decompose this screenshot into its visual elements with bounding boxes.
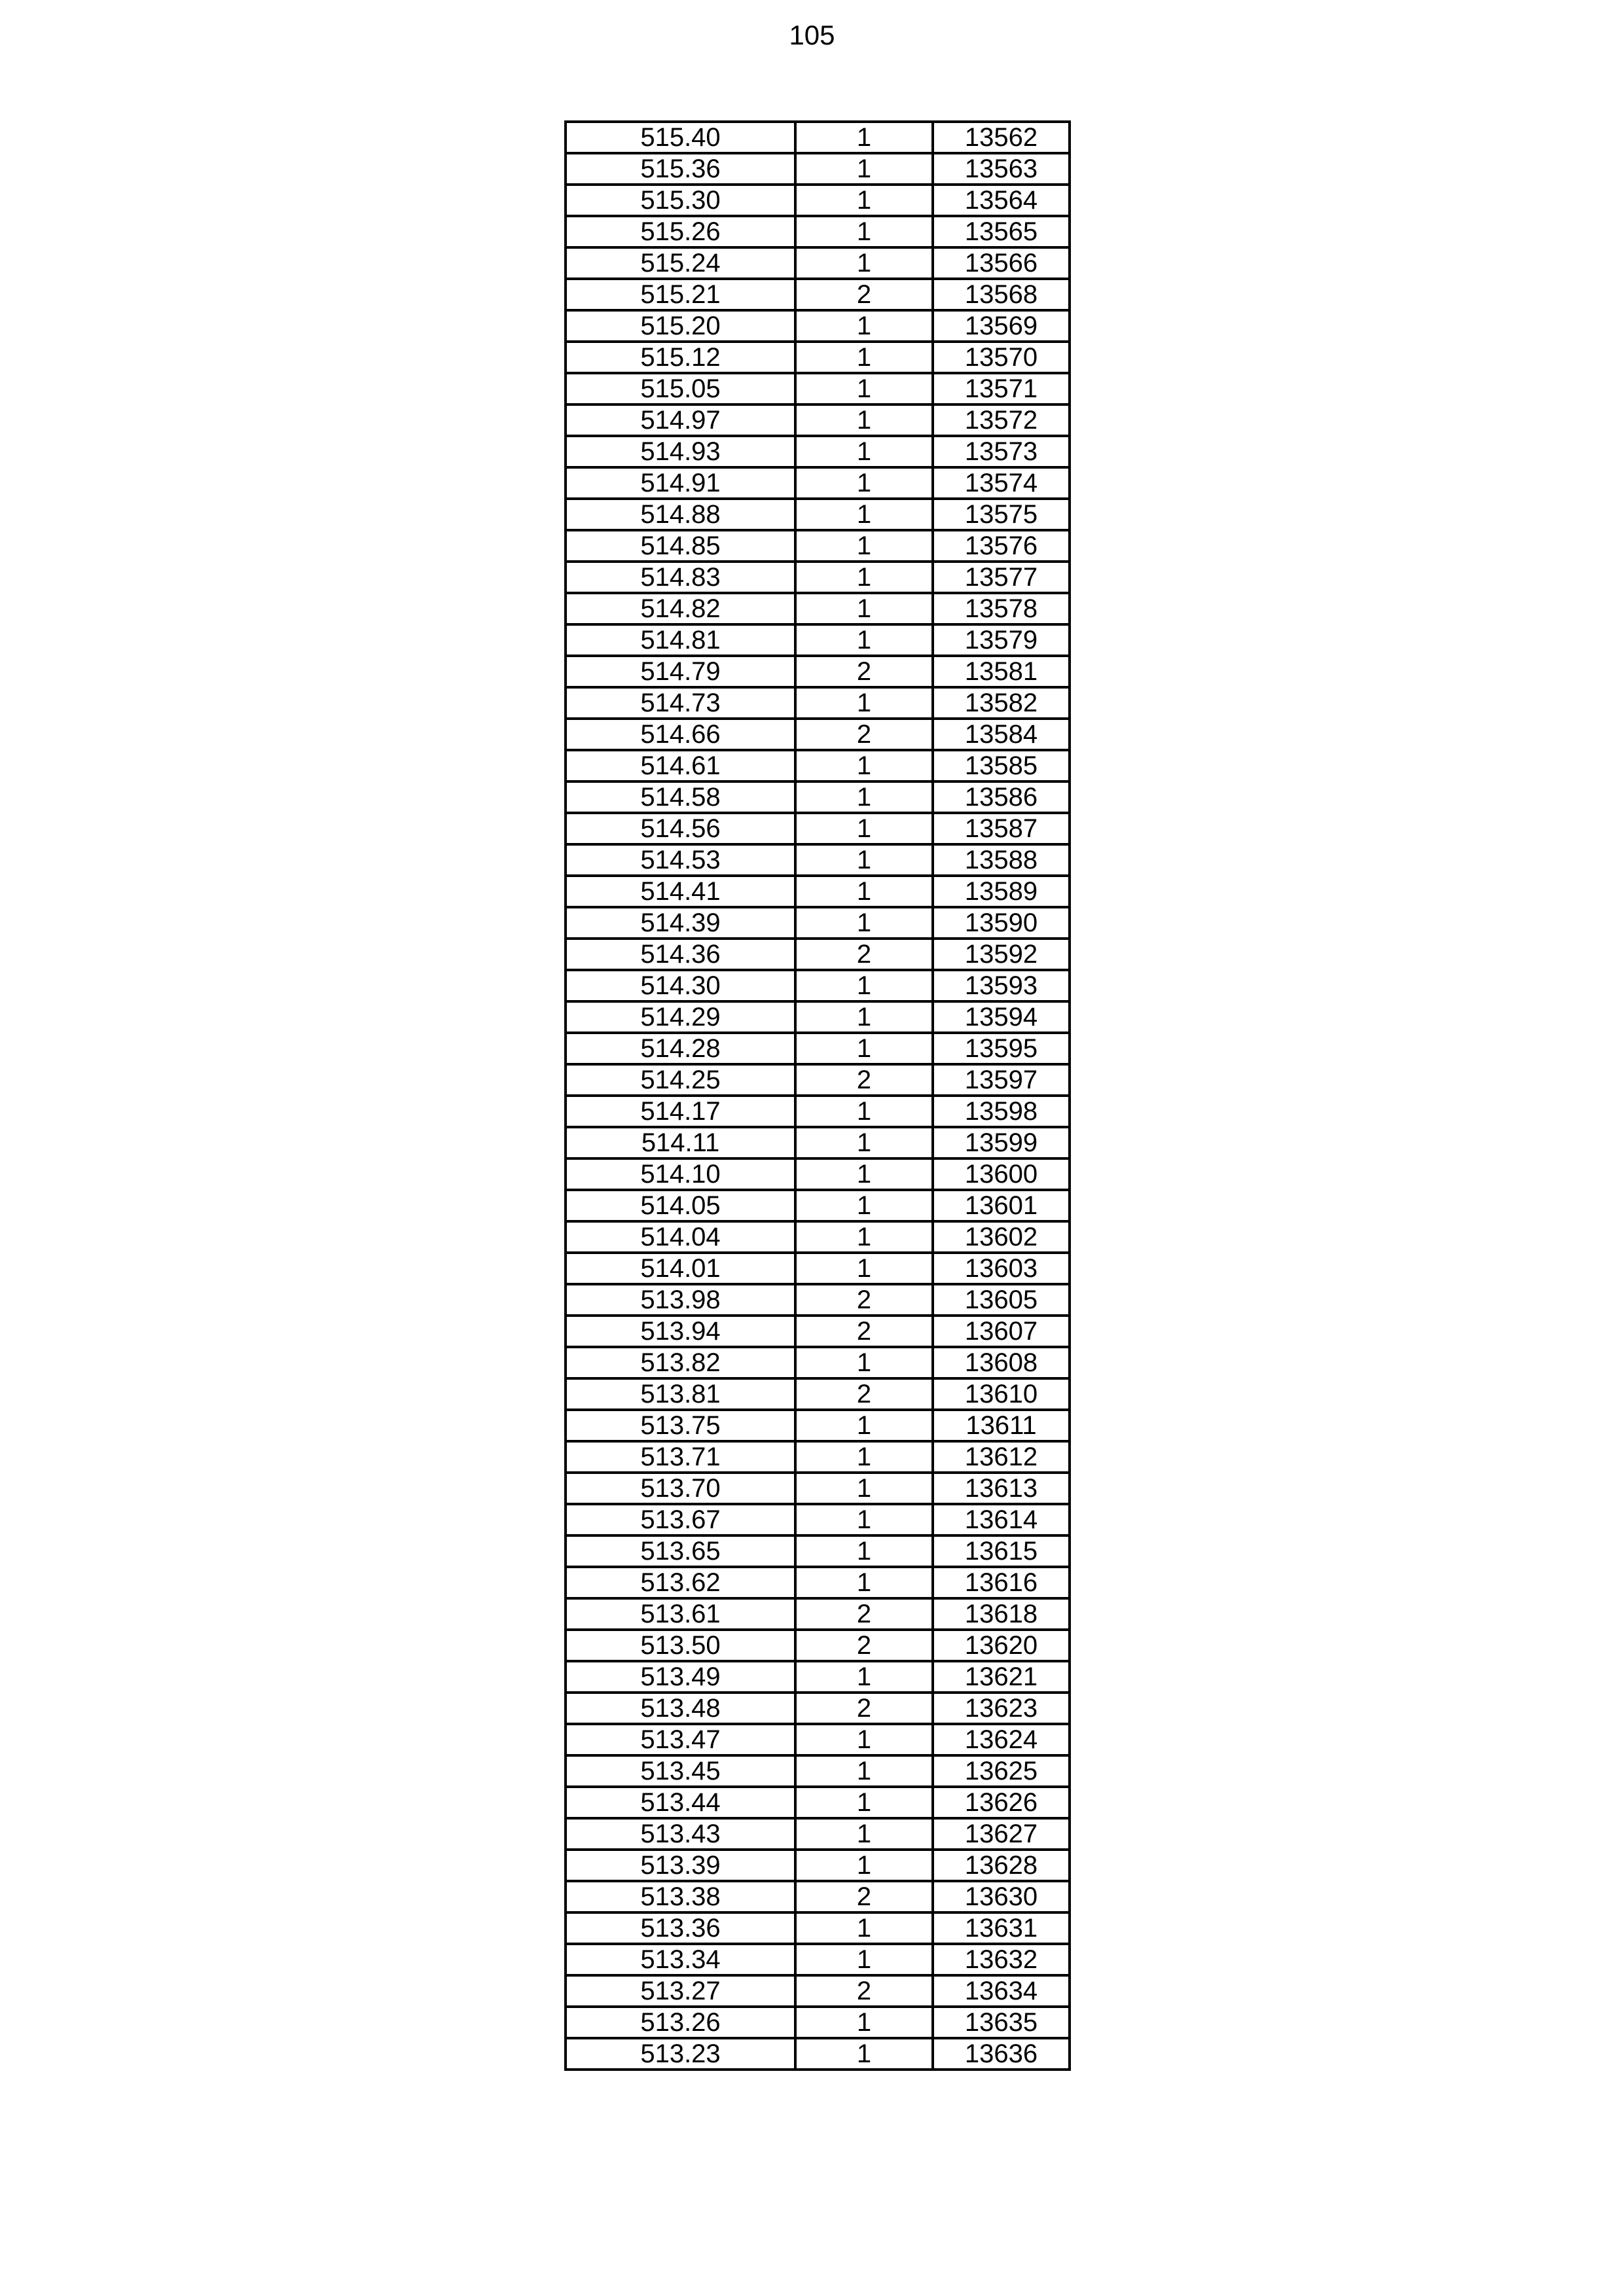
table-cell: 1 — [795, 436, 933, 467]
table-cell: 1 — [795, 404, 933, 436]
table-cell: 514.01 — [566, 1253, 795, 1284]
table-cell: 13626 — [933, 1787, 1070, 1818]
table-cell: 1 — [795, 122, 933, 153]
table-row — [566, 1347, 1070, 1378]
table-cell: 13598 — [933, 1096, 1070, 1127]
table-cell: 515.20 — [566, 310, 795, 342]
table-cell: 13584 — [933, 719, 1070, 750]
table-row — [566, 907, 1070, 939]
table-cell: 515.24 — [566, 247, 795, 279]
table-cell: 1 — [795, 530, 933, 562]
table-cell: 514.04 — [566, 1221, 795, 1253]
table-row — [566, 404, 1070, 436]
table-cell: 13592 — [933, 939, 1070, 970]
table-cell: 13623 — [933, 1693, 1070, 1724]
table-cell: 513.71 — [566, 1441, 795, 1473]
table-row — [566, 1158, 1070, 1190]
table-cell: 13611 — [933, 1410, 1070, 1441]
table-cell: 13613 — [933, 1473, 1070, 1504]
table-cell: 514.93 — [566, 436, 795, 467]
table-cell: 13599 — [933, 1127, 1070, 1158]
table-row — [566, 1567, 1070, 1598]
table-cell: 1 — [795, 310, 933, 342]
table-cell: 13620 — [933, 1630, 1070, 1661]
table-cell: 514.73 — [566, 687, 795, 719]
table-cell: 13595 — [933, 1033, 1070, 1064]
table-cell: 13569 — [933, 310, 1070, 342]
table-cell: 13588 — [933, 844, 1070, 876]
table-row — [566, 1096, 1070, 1127]
table-cell: 13563 — [933, 153, 1070, 185]
table-cell: 513.48 — [566, 1693, 795, 1724]
table-cell: 13574 — [933, 467, 1070, 499]
table-cell: 2 — [795, 1693, 933, 1724]
table-cell: 13564 — [933, 185, 1070, 216]
table-cell: 13581 — [933, 656, 1070, 687]
table-cell: 1 — [795, 876, 933, 907]
table-row — [566, 436, 1070, 467]
table-cell: 513.43 — [566, 1818, 795, 1850]
table-cell: 1 — [795, 1096, 933, 1127]
table-row — [566, 342, 1070, 373]
table-cell: 513.65 — [566, 1535, 795, 1567]
table-cell: 13615 — [933, 1535, 1070, 1567]
table-cell: 13612 — [933, 1441, 1070, 1473]
table-row — [566, 1316, 1070, 1347]
table-cell: 514.36 — [566, 939, 795, 970]
table-row — [566, 1253, 1070, 1284]
table-cell: 515.36 — [566, 153, 795, 185]
table-cell: 13586 — [933, 781, 1070, 813]
table-cell: 513.23 — [566, 2038, 795, 2070]
table-cell: 514.97 — [566, 404, 795, 436]
table-row — [566, 1944, 1070, 1975]
table-cell: 1 — [795, 1504, 933, 1535]
table-row — [566, 939, 1070, 970]
table-cell: 514.29 — [566, 1001, 795, 1033]
table-row — [566, 310, 1070, 342]
table-cell: 514.17 — [566, 1096, 795, 1127]
table-cell: 1 — [795, 1190, 933, 1221]
table-cell: 1 — [795, 593, 933, 624]
table-row — [566, 1473, 1070, 1504]
table-cell: 514.30 — [566, 970, 795, 1001]
table-cell: 1 — [795, 1253, 933, 1284]
table-cell: 13627 — [933, 1818, 1070, 1850]
table-row — [566, 1661, 1070, 1693]
table-row — [566, 624, 1070, 656]
table-row — [566, 1441, 1070, 1473]
table-cell: 1 — [795, 1535, 933, 1567]
table-row — [566, 153, 1070, 185]
table-row — [566, 593, 1070, 624]
table-cell: 514.85 — [566, 530, 795, 562]
table-cell: 514.28 — [566, 1033, 795, 1064]
table-cell: 13624 — [933, 1724, 1070, 1755]
table-cell: 514.25 — [566, 1064, 795, 1096]
table-row — [566, 1787, 1070, 1818]
table-cell: 13593 — [933, 970, 1070, 1001]
table-cell: 513.98 — [566, 1284, 795, 1316]
table-cell: 1 — [795, 1158, 933, 1190]
table-cell: 13610 — [933, 1378, 1070, 1410]
table-row — [566, 1881, 1070, 1912]
table-cell: 513.36 — [566, 1912, 795, 1944]
table-row — [566, 185, 1070, 216]
table-cell: 13568 — [933, 279, 1070, 310]
table-cell: 1 — [795, 970, 933, 1001]
table-cell: 513.81 — [566, 1378, 795, 1410]
table-cell: 13628 — [933, 1850, 1070, 1881]
table-cell: 513.49 — [566, 1661, 795, 1693]
table-cell: 513.38 — [566, 1881, 795, 1912]
table-cell: 513.47 — [566, 1724, 795, 1755]
table-cell: 1 — [795, 1850, 933, 1881]
table-row — [566, 1221, 1070, 1253]
table-cell: 13585 — [933, 750, 1070, 781]
table-cell: 515.30 — [566, 185, 795, 216]
table-cell: 2 — [795, 1881, 933, 1912]
table-cell: 2 — [795, 1064, 933, 1096]
table-cell: 13607 — [933, 1316, 1070, 1347]
table-cell: 2 — [795, 279, 933, 310]
table-cell: 2 — [795, 1316, 933, 1347]
table-cell: 13566 — [933, 247, 1070, 279]
table-cell: 13631 — [933, 1912, 1070, 1944]
table-row — [566, 1693, 1070, 1724]
table-row — [566, 1064, 1070, 1096]
data-table — [564, 120, 1071, 2071]
table-cell: 513.94 — [566, 1316, 795, 1347]
table-cell: 13570 — [933, 342, 1070, 373]
table-row — [566, 530, 1070, 562]
table-row — [566, 279, 1070, 310]
table-cell: 1 — [795, 624, 933, 656]
table-cell: 1 — [795, 2007, 933, 2038]
table-row — [566, 2007, 1070, 2038]
table-cell: 13614 — [933, 1504, 1070, 1535]
table-row — [566, 216, 1070, 247]
table-cell: 2 — [795, 1284, 933, 1316]
table-cell: 514.56 — [566, 813, 795, 844]
table-cell: 513.50 — [566, 1630, 795, 1661]
table-cell: 1 — [795, 1567, 933, 1598]
table-cell: 2 — [795, 1975, 933, 2007]
table-row — [566, 1127, 1070, 1158]
table-cell: 513.70 — [566, 1473, 795, 1504]
table-row — [566, 247, 1070, 279]
table-cell: 13635 — [933, 2007, 1070, 2038]
table-cell: 1 — [795, 1473, 933, 1504]
table-row — [566, 1598, 1070, 1630]
table-cell: 513.44 — [566, 1787, 795, 1818]
table-cell: 1 — [795, 216, 933, 247]
table-cell: 13589 — [933, 876, 1070, 907]
table-cell: 513.67 — [566, 1504, 795, 1535]
page-number: 105 — [789, 20, 835, 50]
table-row — [566, 1001, 1070, 1033]
table-row — [566, 499, 1070, 530]
table-cell: 13625 — [933, 1755, 1070, 1787]
table-cell: 515.26 — [566, 216, 795, 247]
table-cell: 513.45 — [566, 1755, 795, 1787]
table-row — [566, 1850, 1070, 1881]
table-cell: 514.91 — [566, 467, 795, 499]
table-cell: 1 — [795, 1347, 933, 1378]
table-cell: 514.41 — [566, 876, 795, 907]
table-row — [566, 1410, 1070, 1441]
table-cell: 13630 — [933, 1881, 1070, 1912]
table-cell: 13618 — [933, 1598, 1070, 1630]
table-cell: 513.82 — [566, 1347, 795, 1378]
table-cell: 13562 — [933, 122, 1070, 153]
table-cell: 1 — [795, 1001, 933, 1033]
table-cell: 1 — [795, 373, 933, 404]
table-row — [566, 876, 1070, 907]
table-cell: 13590 — [933, 907, 1070, 939]
table-cell: 1 — [795, 1787, 933, 1818]
table-cell: 1 — [795, 1912, 933, 1944]
table-row — [566, 1378, 1070, 1410]
table-row — [566, 1724, 1070, 1755]
table-row — [566, 1630, 1070, 1661]
table-cell: 1 — [795, 1818, 933, 1850]
table-cell: 1 — [795, 2038, 933, 2070]
table-cell: 513.34 — [566, 1944, 795, 1975]
table-cell: 13582 — [933, 687, 1070, 719]
table-cell: 514.11 — [566, 1127, 795, 1158]
table-cell: 13571 — [933, 373, 1070, 404]
table-cell: 513.61 — [566, 1598, 795, 1630]
table-row — [566, 970, 1070, 1001]
table-cell: 2 — [795, 1630, 933, 1661]
table-cell: 514.88 — [566, 499, 795, 530]
table-cell: 513.26 — [566, 2007, 795, 2038]
table-cell: 514.83 — [566, 562, 795, 593]
table-cell: 13616 — [933, 1567, 1070, 1598]
table-row — [566, 719, 1070, 750]
table-cell: 1 — [795, 1410, 933, 1441]
table-cell: 13634 — [933, 1975, 1070, 2007]
table-cell: 514.10 — [566, 1158, 795, 1190]
table-row — [566, 656, 1070, 687]
table-row — [566, 687, 1070, 719]
table-cell: 1 — [795, 1221, 933, 1253]
table-cell: 13636 — [933, 2038, 1070, 2070]
table-row — [566, 1535, 1070, 1567]
table-cell: 1 — [795, 813, 933, 844]
table-cell: 13605 — [933, 1284, 1070, 1316]
table-cell: 13576 — [933, 530, 1070, 562]
table-cell: 514.61 — [566, 750, 795, 781]
table-row — [566, 750, 1070, 781]
table-cell: 2 — [795, 939, 933, 970]
table-cell: 13577 — [933, 562, 1070, 593]
table-cell: 13603 — [933, 1253, 1070, 1284]
table-cell: 514.39 — [566, 907, 795, 939]
table-cell: 1 — [795, 781, 933, 813]
table-row — [566, 1190, 1070, 1221]
table-cell: 1 — [795, 499, 933, 530]
table-cell: 13597 — [933, 1064, 1070, 1096]
table-cell: 2 — [795, 656, 933, 687]
table-row — [566, 813, 1070, 844]
table-row — [566, 373, 1070, 404]
table-cell: 1 — [795, 1944, 933, 1975]
table-row — [566, 1504, 1070, 1535]
table-cell: 1 — [795, 342, 933, 373]
table-cell: 13573 — [933, 436, 1070, 467]
table-cell: 13572 — [933, 404, 1070, 436]
table-cell: 1 — [795, 907, 933, 939]
table-cell: 1 — [795, 750, 933, 781]
table-cell: 13594 — [933, 1001, 1070, 1033]
table-cell: 1 — [795, 1661, 933, 1693]
table-cell: 1 — [795, 687, 933, 719]
table-cell: 13587 — [933, 813, 1070, 844]
table-row — [566, 467, 1070, 499]
table-cell: 514.05 — [566, 1190, 795, 1221]
table-cell: 514.82 — [566, 593, 795, 624]
table-row — [566, 1912, 1070, 1944]
table-cell: 2 — [795, 719, 933, 750]
table-row — [566, 1284, 1070, 1316]
table-cell: 13608 — [933, 1347, 1070, 1378]
table-cell: 2 — [795, 1378, 933, 1410]
table-cell: 13632 — [933, 1944, 1070, 1975]
table-cell: 1 — [795, 467, 933, 499]
table-cell: 515.40 — [566, 122, 795, 153]
table-cell: 513.27 — [566, 1975, 795, 2007]
table-cell: 1 — [795, 1033, 933, 1064]
table-row — [566, 1975, 1070, 2007]
table-cell: 514.81 — [566, 624, 795, 656]
table-cell: 1 — [795, 844, 933, 876]
table-cell: 13565 — [933, 216, 1070, 247]
table-row — [566, 1755, 1070, 1787]
table-cell: 13601 — [933, 1190, 1070, 1221]
table-cell: 13600 — [933, 1158, 1070, 1190]
table-cell: 1 — [795, 1441, 933, 1473]
table-row — [566, 562, 1070, 593]
table-cell: 515.05 — [566, 373, 795, 404]
table-row — [566, 844, 1070, 876]
table-cell: 1 — [795, 1127, 933, 1158]
table-cell: 513.39 — [566, 1850, 795, 1881]
table-row — [566, 2038, 1070, 2070]
table-cell: 514.66 — [566, 719, 795, 750]
table-cell: 513.75 — [566, 1410, 795, 1441]
table-cell: 13579 — [933, 624, 1070, 656]
table-cell: 13602 — [933, 1221, 1070, 1253]
table-row — [566, 1033, 1070, 1064]
table-cell: 514.58 — [566, 781, 795, 813]
table-row — [566, 122, 1070, 153]
table-cell: 1 — [795, 1755, 933, 1787]
table-cell: 2 — [795, 1598, 933, 1630]
table-cell: 1 — [795, 562, 933, 593]
table-cell: 1 — [795, 1724, 933, 1755]
table-cell: 515.12 — [566, 342, 795, 373]
table-row — [566, 781, 1070, 813]
table-cell: 13578 — [933, 593, 1070, 624]
table-cell: 13621 — [933, 1661, 1070, 1693]
table-cell: 13575 — [933, 499, 1070, 530]
table-cell: 515.21 — [566, 279, 795, 310]
table-cell: 1 — [795, 185, 933, 216]
table-cell: 1 — [795, 247, 933, 279]
table-body — [566, 122, 1070, 2070]
table-cell: 514.79 — [566, 656, 795, 687]
table-row — [566, 1818, 1070, 1850]
table-cell: 1 — [795, 153, 933, 185]
table-cell: 514.53 — [566, 844, 795, 876]
table-cell: 513.62 — [566, 1567, 795, 1598]
